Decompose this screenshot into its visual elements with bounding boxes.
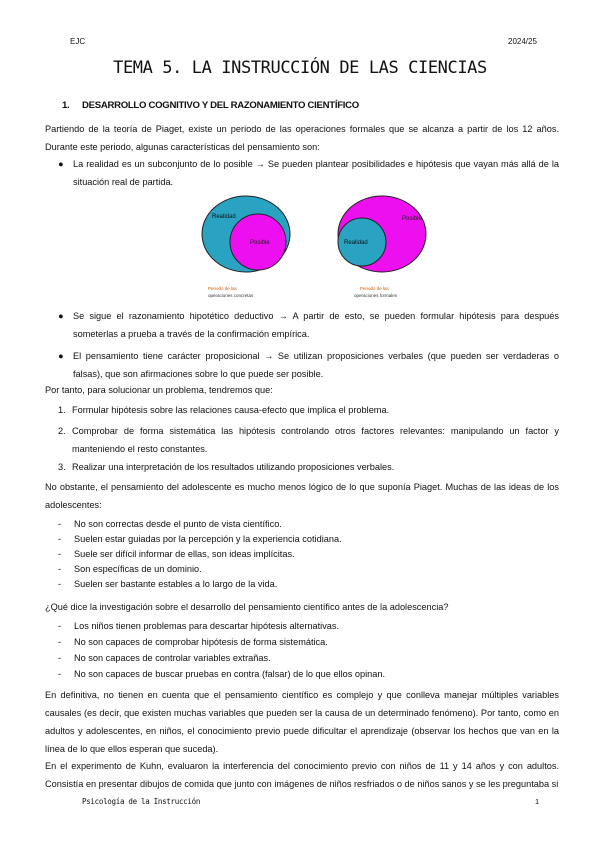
kuhn-paragraph: En el experimento de Kuhn, evaluaron la interferencia del conocimiento previo con niños de 11 y 14 años y con adultos. Consistía en presentar dibujos de comida que junto con imágenes de niños resfriados o de niños sanos y se les preguntaba si xyxy=(45,761,559,789)
header-year: 2024/25 xyxy=(508,37,537,46)
step-text: Comprobar de forma sistemática las hipótesis controlando otros factores relevantes: manipulando un factor y manteniendo el resto constantes. xyxy=(72,426,559,454)
dash-marker: - xyxy=(58,637,62,647)
dash-marker: - xyxy=(58,579,62,589)
bullet-dot: ● xyxy=(58,159,64,169)
header-author: EJC xyxy=(70,37,86,46)
dash-text: Son específicas de un dominio. xyxy=(74,564,202,574)
dash-text: No son correctas desde el punto de vista científico. xyxy=(74,519,282,529)
dash-text: Suelen ser bastante estables a lo largo de la vida. xyxy=(74,579,278,589)
label-posible: Posible xyxy=(402,216,422,222)
label-realidad: Realidad xyxy=(212,214,236,220)
step-number: 2. xyxy=(58,426,66,436)
bullet-text: El pensamiento tiene carácter proposicional → Se utilizan proposiciones verbales (que pueden ser verdaderas o falsas), que son afirmaciones sobre lo que puede ser posible. xyxy=(73,351,559,379)
question-paragraph: ¿Qué dice la investigación sobre el desarrollo del pensamiento científico antes de la adolescencia? xyxy=(45,602,449,612)
conclusion-paragraph: En definitiva, no tienen en cuenta que el pensamiento científico es complejo y que conlleva manejar múltiples variables causales (es decir, que existen muchas variables que pueden ser la causa de un determinado fenómeno). Por tanto, como en adultos y adolescentes, en niños, el conocimiento previo puede dificultar el aprendizaje (observar los hechos que van en la línea de lo que ellos esperan que suceda). xyxy=(45,690,559,754)
dash-marker: - xyxy=(58,621,62,631)
step-number: 1. xyxy=(58,405,66,415)
step-number: 3. xyxy=(58,462,66,472)
page-title: TEMA 5. LA INSTRUCCIÓN DE LAS CIENCIAS xyxy=(113,58,487,78)
dash-marker: - xyxy=(58,564,62,574)
venn-formal-figure xyxy=(332,192,432,304)
dash-marker: - xyxy=(58,519,62,529)
dash-marker: - xyxy=(58,549,62,559)
dash-text: No son capaces de controlar variables extrañas. xyxy=(74,653,271,663)
bullet-dot: ● xyxy=(58,351,64,361)
dash-text: Suele ser difícil informar de ellas, son ideas implícitas. xyxy=(74,549,295,559)
dash-marker: - xyxy=(58,534,62,544)
caption-line-1: Periodo de las xyxy=(360,286,389,291)
section-number: 1. xyxy=(62,100,70,111)
label-realidad: Realidad xyxy=(344,240,368,246)
dash-marker: - xyxy=(58,669,62,679)
dash-text: No son capaces de comprobar hipótesis de forma sistemática. xyxy=(74,637,328,647)
bullet-text: La realidad es un subconjunto de lo posible → Se pueden plantear posibilidades e hipótesis que vayan más allá de la situación real de partida. xyxy=(73,159,559,187)
dash-marker: - xyxy=(58,653,62,663)
intro-paragraph: Partiendo de la teoría de Piaget, existe un periodo de las operaciones formales que se alcanza a partir de los 12 años. Durante este periodo, algunas características del pensamiento son: xyxy=(45,124,559,152)
label-posible: Posible xyxy=(250,240,270,246)
step-text: Realizar una interpretación de los resultados utilizando proposiciones verbales. xyxy=(72,462,395,472)
step-text: Formular hipótesis sobre las relaciones causa-efecto que implica el problema. xyxy=(72,405,390,415)
adolescent-paragraph: No obstante, el pensamiento del adolescente es mucho menos lógico de lo que suponía Piaget. Muchas de las ideas de los adolescentes: xyxy=(45,482,559,510)
section-heading xyxy=(62,100,359,111)
footer-course: Psicología de la Instrucción xyxy=(82,797,201,806)
caption-line-2: operaciones concretas xyxy=(208,293,254,298)
caption-line-2: operaciones formales xyxy=(354,293,398,298)
steps-intro: Por tanto, para solucionar un problema, tendremos que: xyxy=(45,385,273,395)
section-title: DESARROLLO COGNITIVO Y DEL RAZONAMIENTO CIENTÍFICO xyxy=(82,100,359,111)
caption-line-1: Periodo de las xyxy=(208,286,237,291)
venn-concrete-figure xyxy=(198,192,294,304)
page-number: 1 xyxy=(535,797,540,806)
dash-text: No son capaces de buscar pruebas en contra (falsar) de lo que ellos opinan. xyxy=(74,669,386,679)
dash-text: Los niños tienen problemas para descartar hipótesis alternativas. xyxy=(74,621,340,631)
bullet-dot: ● xyxy=(58,311,64,321)
dash-text: Suelen estar guiadas por la percepción y la experiencia cotidiana. xyxy=(74,534,342,544)
bullet-text: Se sigue el razonamiento hipotético deductivo → A partir de esto, se pueden formular hipótesis para después someterlas a prueba a través de la confirmación empírica. xyxy=(73,311,559,339)
